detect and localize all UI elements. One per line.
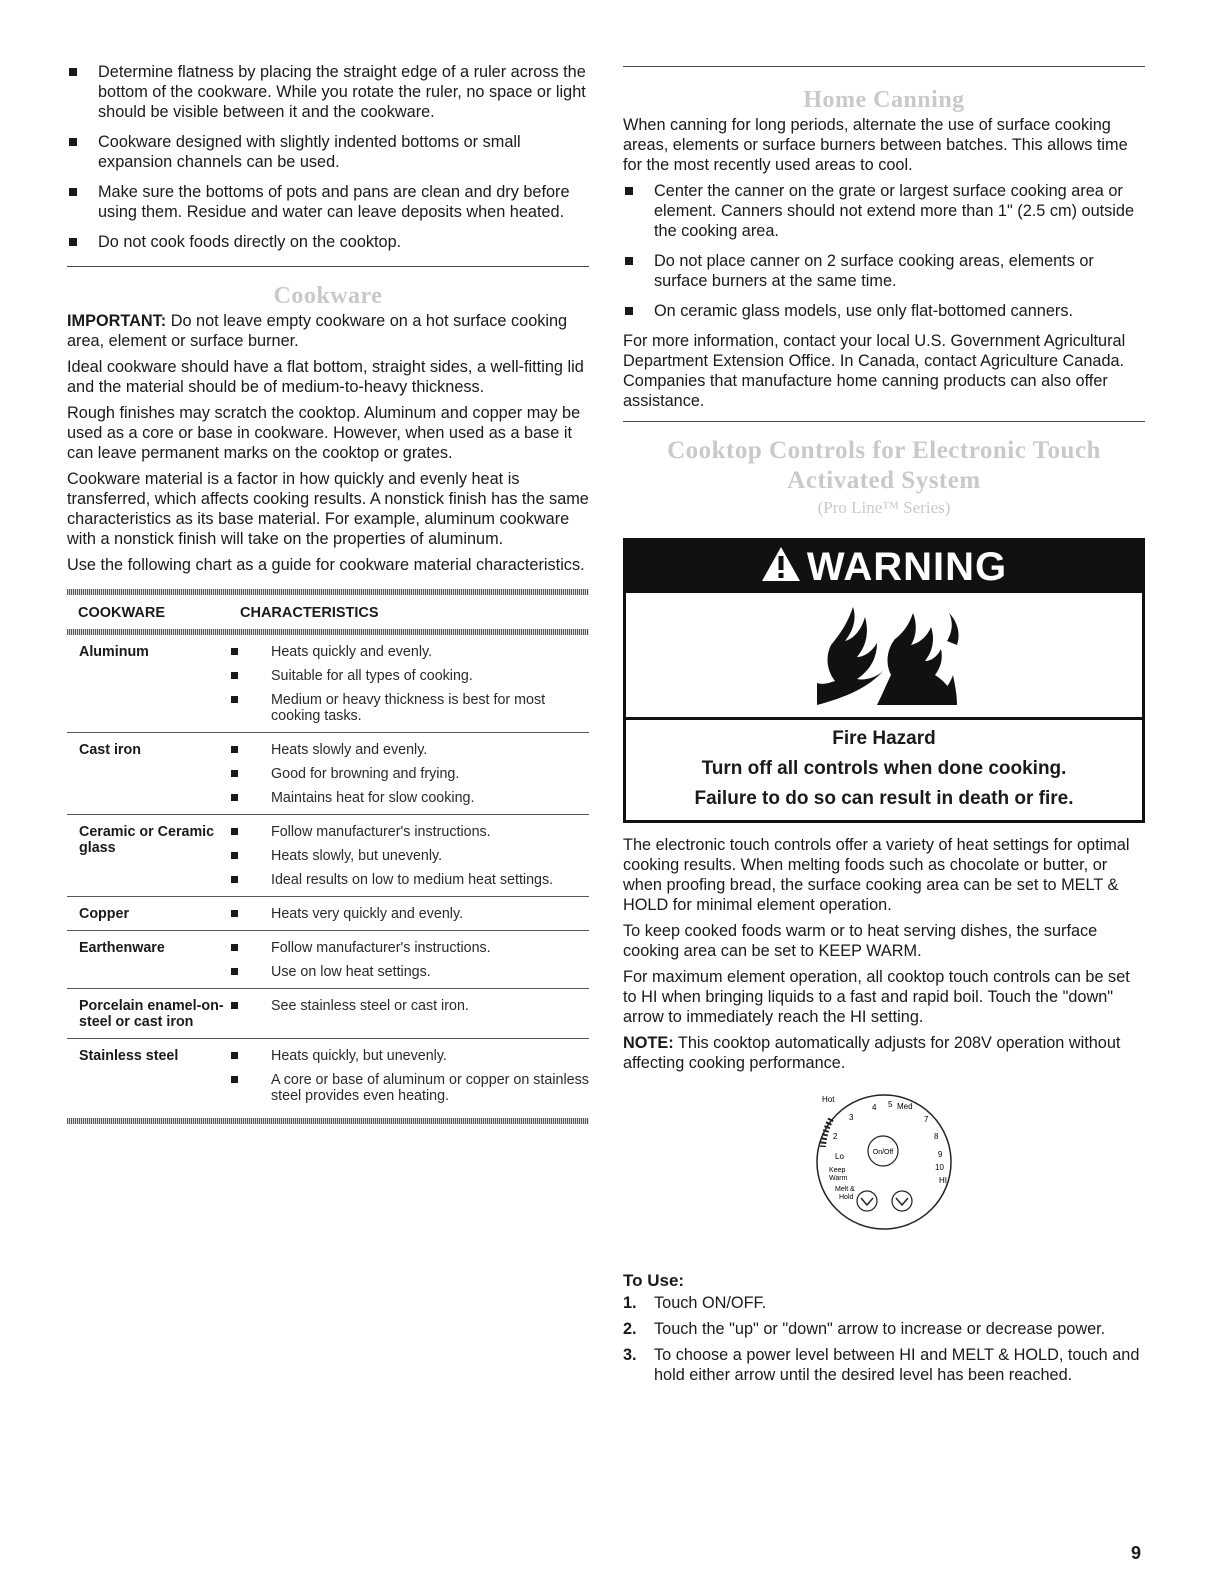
cookware-material: Aluminum [79,644,149,660]
paragraph: Cookware material is a factor in how quickly and evenly heat is transferred, which affects cooking results. A nonstick finish has the same characteristics as its base material. For example, aluminum cookware with a nonstick finish will take on the properties of aluminum. [67,470,589,548]
dial-label-med: Med [897,1102,913,1111]
list-item: Determine flatness by placing the straight edge of a ruler across the bottom of the cookware. While you rotate the ruler, no space or light should be visible between it and the cookware. [67,62,589,122]
list-item: Maintains heat for slow cooking. [229,790,589,806]
warning-consequence: Failure to do so can result in death or fire. [694,788,1074,809]
dial-label-lo: Lo [835,1152,844,1161]
controls-heading-line-2: Activated System [787,467,981,494]
controls-subtitle: (Pro Line™ Series) [817,498,951,517]
step-number: 1. [623,1294,637,1312]
list-item: Heats very quickly and evenly. [229,906,589,922]
table-header [67,595,589,629]
cookware-heading: Cookware [273,283,383,309]
paragraph: Use the following chart as a guide for cookware material characteristics. [67,556,585,574]
dial-number: 8 [934,1132,939,1141]
cookware-material: Stainless steel [79,1048,179,1064]
cookware-material: Cast iron [79,742,141,758]
column-header-cookware: COOKWARE [78,605,165,621]
section-divider [67,266,589,267]
list-item: On ceramic glass models, use only flat-bottomed canners. [623,301,1145,321]
list-item: Follow manufacturer's instructions. [229,940,589,956]
table-row [67,931,589,989]
list-item: Heats slowly, but unevenly. [229,848,589,864]
important-text: Do not leave empty cookware on a hot surface cooking area, element or surface burner. [67,312,568,350]
dial-label-keep: Keep [829,1167,846,1174]
list-item: Do not place canner on 2 surface cooking areas, elements or surface burners at the same time. [623,251,1145,291]
down-arrow-icon [892,1191,912,1211]
table-body [67,635,589,1112]
warning-message [626,720,1142,820]
list-item: Heats quickly, but unevenly. [229,1048,589,1064]
right-column [623,66,1145,1391]
steps-list [623,1293,1145,1385]
list-item: Do not cook foods directly on the cooktop. [67,232,589,252]
paragraph: The electronic touch controls offer a variety of heat settings for optimal cooking results. When melting foods such as chocolate or butter, or when proofing bread, the surface cooking area can be set to MELT & HOLD for minimal element operation. [623,836,1130,914]
note-paragraph [623,1033,1145,1073]
on-off-label: On/Off [872,1149,894,1156]
up-arrow-icon [857,1191,877,1211]
step-text: To choose a power level between HI and MELT & HOLD, touch and hold either arrow until the desired level has been reached. [654,1346,1140,1384]
warning-label: WARNING [806,545,1008,589]
section-divider [623,66,1145,67]
table-row [67,815,589,897]
note-label: NOTE: [623,1034,674,1052]
cookware-table [67,589,589,1124]
warning-box [623,538,1145,823]
table-row [67,989,589,1039]
canning-bullet-list [623,181,1145,321]
list-item: Ideal results on low to medium heat settings. [229,872,589,888]
characteristics-list [229,998,589,1030]
hazard-title: Fire Hazard [832,728,936,749]
control-dial-diagram [809,1087,959,1237]
list-item: Good for browning and frying. [229,766,589,782]
dial-label-warm: Warm [829,1175,848,1182]
dial-number: 3 [849,1113,854,1122]
list-item [623,1319,1145,1339]
list-item: Heats quickly and evenly. [229,644,589,660]
fire-hazard-image [626,593,1142,720]
important-paragraph [67,311,589,351]
cookware-material: Ceramic or Ceramic glass [79,824,215,856]
important-label: IMPORTANT: [67,312,167,330]
dial-number: 4 [872,1103,877,1112]
table-row [67,733,589,815]
paragraph: Rough finishes may scratch the cooktop. Aluminum and copper may be used as a core or base in cookware. However, when used as a base it can leave permanent marks on the cooktop or grates. [67,404,581,462]
dial-label-hi: HI [939,1176,947,1185]
column-header-characteristics: CHARACTERISTICS [240,605,379,621]
list-item: Center the canner on the grate or largest surface cooking area or element. Canners should not extend more than 1" (2.5 cm) outside the cooking area. [623,181,1145,241]
characteristics-list [229,644,589,724]
characteristics-list [229,906,589,922]
step-number: 3. [623,1346,637,1364]
paragraph: When canning for long periods, alternate the use of surface cooking areas, elements or surface burners between batches. This allows time for the most recently used areas to cool. [623,116,1128,174]
controls-heading-line-1: Cooktop Controls for Electronic Touch [667,437,1101,464]
list-item [623,1293,1145,1313]
table-row [67,1039,589,1112]
paragraph: For maximum element operation, all cooktop touch controls can be set to HI when bringing liquids to a fast and rapid boil. Touch the "down" arrow to immediately reach the HI setting. [623,968,1130,1026]
paragraph: To keep cooked foods warm or to heat serving dishes, the surface cooking area can be set to KEEP WARM. [623,922,1098,960]
step-text: Touch the "up" or "down" arrow to increase or decrease power. [654,1320,1106,1338]
characteristics-list [229,940,589,980]
list-item: A core or base of aluminum or copper on stainless steel provides even heating. [229,1072,589,1104]
to-use-heading: To Use: [623,1271,685,1290]
dial-number: 10 [935,1163,944,1172]
list-item: See stainless steel or cast iron. [229,998,589,1014]
dial-number: 5 [888,1100,893,1109]
list-item: Follow manufacturer's instructions. [229,824,589,840]
dial-label-melt: Melt & [835,1186,855,1193]
table-row [67,897,589,931]
flatness-bullet-list [67,62,589,252]
list-item [623,1345,1145,1385]
list-item: Make sure the bottoms of pots and pans are clean and dry before using them. Residue and water can leave deposits when heated. [67,182,589,222]
cookware-material: Porcelain enamel-on-steel or cast iron [79,998,224,1030]
cookware-material: Copper [79,906,130,922]
paragraph: For more information, contact your local U.S. Government Agricultural Department Extension Office. In Canada, contact Agriculture Canada. Companies that manufacture home canning products can also offer assistance. [623,332,1126,410]
cookware-material: Earthenware [79,940,165,956]
list-item: Medium or heavy thickness is best for most cooking tasks. [229,692,589,724]
note-text: This cooktop automatically adjusts for 208V operation without affecting cooking performance. [623,1034,1121,1072]
table-bottom-border [67,1118,589,1124]
list-item: Cookware designed with slightly indented bottoms or small expansion channels can be used. [67,132,589,172]
alert-triangle-icon [761,543,801,595]
list-item: Suitable for all types of cooking. [229,668,589,684]
paragraph: Ideal cookware should have a flat bottom, straight sides, a well-fitting lid and the material should be of medium-to-heavy thickness. [67,358,584,396]
fire-icon [807,601,967,711]
characteristics-list [229,824,589,888]
step-text: Touch ON/OFF. [654,1294,767,1312]
dial-number: 2 [833,1132,838,1141]
dial-number: 9 [938,1150,943,1159]
table-row [67,635,589,733]
left-column [67,62,589,1124]
page-number: 9 [1131,1543,1142,1563]
warning-header [626,541,1142,593]
characteristics-list [229,1048,589,1104]
dial-label-hold: Hold [839,1194,854,1201]
list-item: Heats slowly and evenly. [229,742,589,758]
characteristics-list [229,742,589,806]
dial-number: 7 [924,1115,929,1124]
step-number: 2. [623,1320,637,1338]
home-canning-heading: Home Canning [803,87,965,113]
list-item: Use on low heat settings. [229,964,589,980]
section-divider [623,421,1145,422]
warning-instruction: Turn off all controls when done cooking. [701,758,1067,779]
dial-label-hot: Hot [822,1095,835,1104]
